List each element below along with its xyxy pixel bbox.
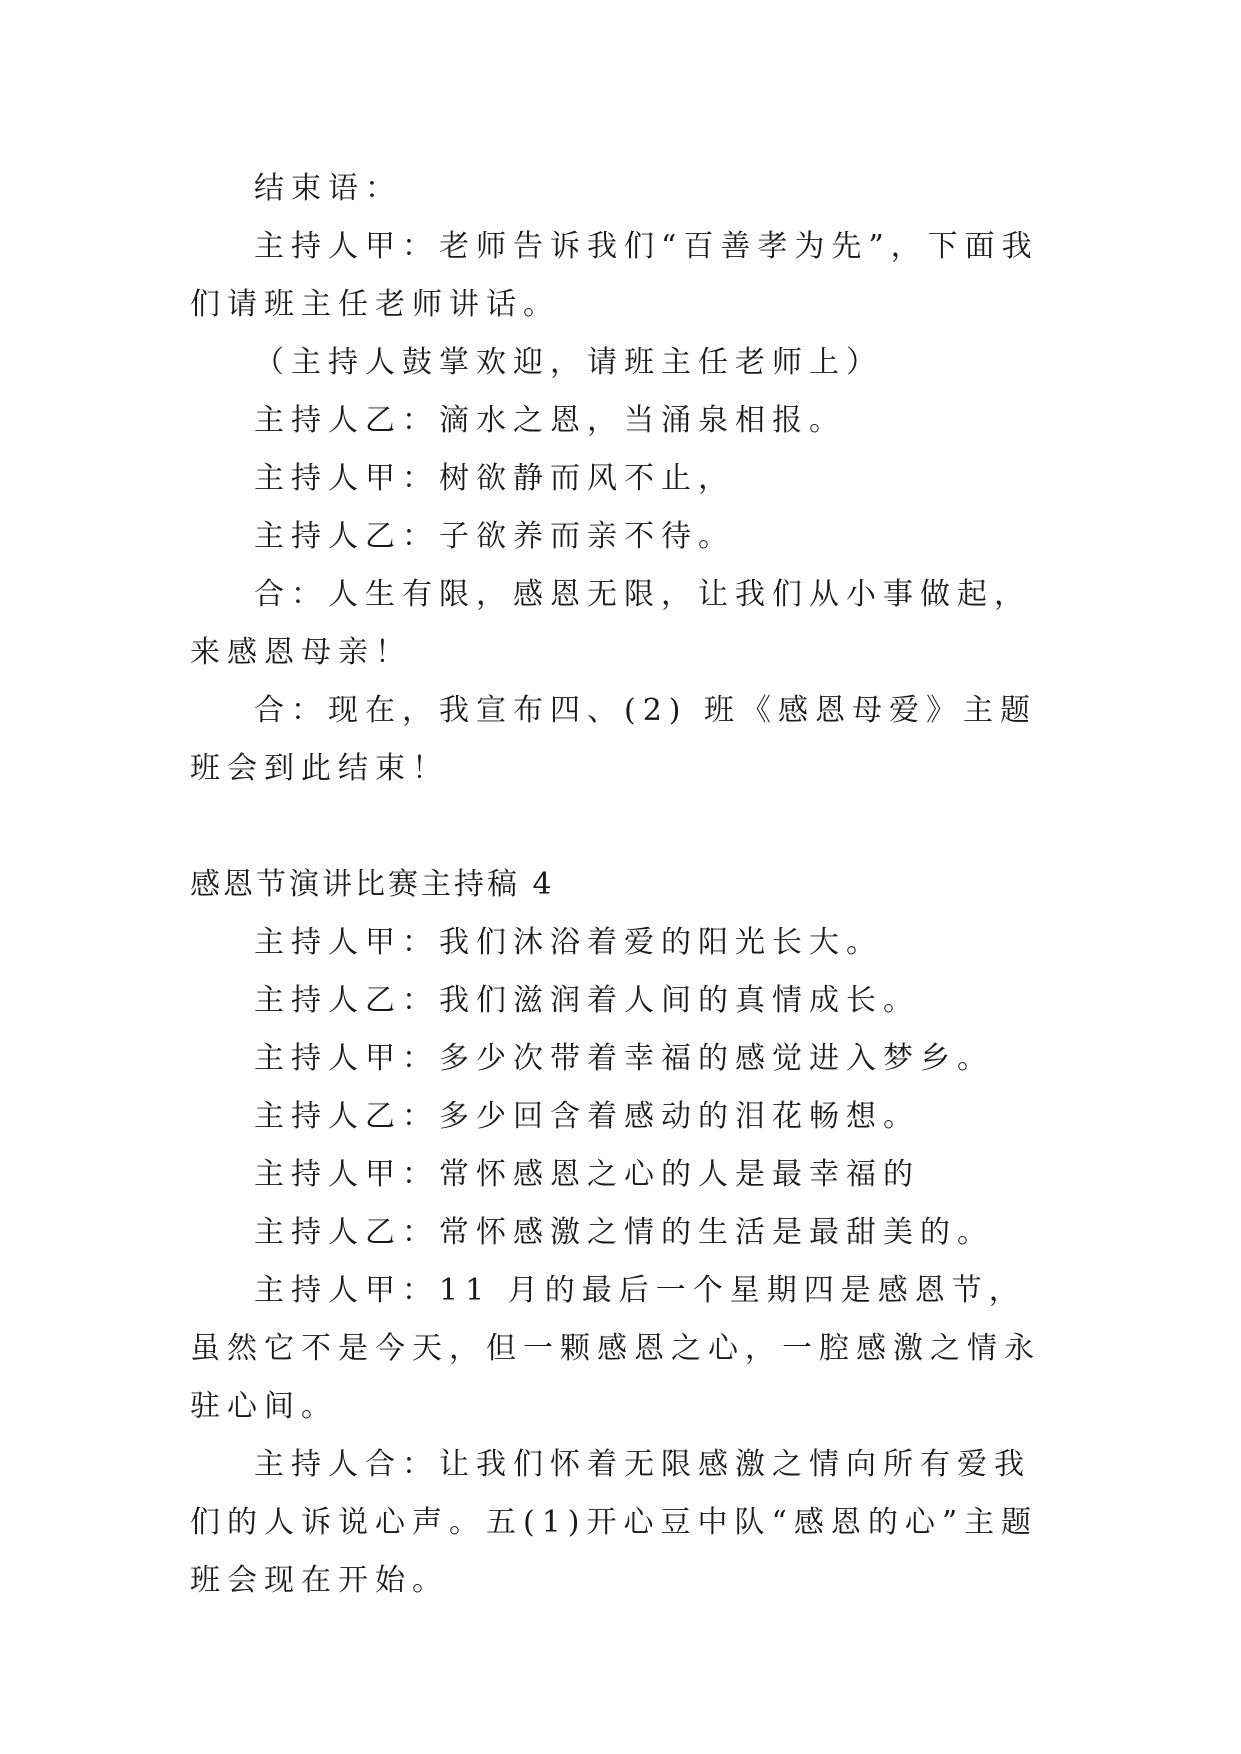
paragraph: 主持人甲：树欲静而风不止， <box>254 461 735 496</box>
paragraph: 合：现在，我宣布四、(2) 班《感恩母爱》主题班会到此结束！ <box>190 693 1038 786</box>
paragraph: 主持人乙：我们滋润着人间的真情成长。 <box>254 983 920 1018</box>
paragraph: 主持人甲：11 月的最后一个星期四是感恩节，虽然它不是今天，但一颗感恩之心，一腔感激之情永驻心间。 <box>190 1273 1041 1424</box>
paragraph: 主持人甲：老师告诉我们“百善孝为先”，下面我们请班主任老师讲话。 <box>190 229 1039 322</box>
paragraph: 主持人乙：多少回含着感动的泪花畅想。 <box>254 1099 920 1134</box>
closing-label: 结束语： <box>254 171 402 206</box>
paragraph: 主持人甲：我们沐浴着爱的阳光长大。 <box>254 925 883 960</box>
section-spacer <box>190 798 1050 856</box>
paragraph: 主持人乙：常怀感激之情的生活是最甜美的。 <box>254 1215 994 1250</box>
paragraph: 主持人乙：子欲养而亲不待。 <box>254 519 735 554</box>
paragraph: 主持人乙：滴水之恩，当涌泉相报。 <box>254 403 846 438</box>
paragraph: （主持人鼓掌欢迎，请班主任老师上） <box>254 345 883 380</box>
paragraph: 主持人甲：多少次带着幸福的感觉进入梦乡。 <box>254 1041 994 1076</box>
section-title: 感恩节演讲比赛主持稿 4 <box>190 867 555 902</box>
document-body <box>190 160 1050 1610</box>
paragraph: 主持人甲：常怀感恩之心的人是最幸福的 <box>254 1157 920 1192</box>
paragraph: 合：人生有限，感恩无限，让我们从小事做起，来感恩母亲！ <box>190 577 1031 670</box>
paragraph: 主持人合：让我们怀着无限感激之情向所有爱我们的人诉说心声。五(1)开心豆中队“感恩的心”主题班会现在开始。 <box>190 1447 1039 1598</box>
